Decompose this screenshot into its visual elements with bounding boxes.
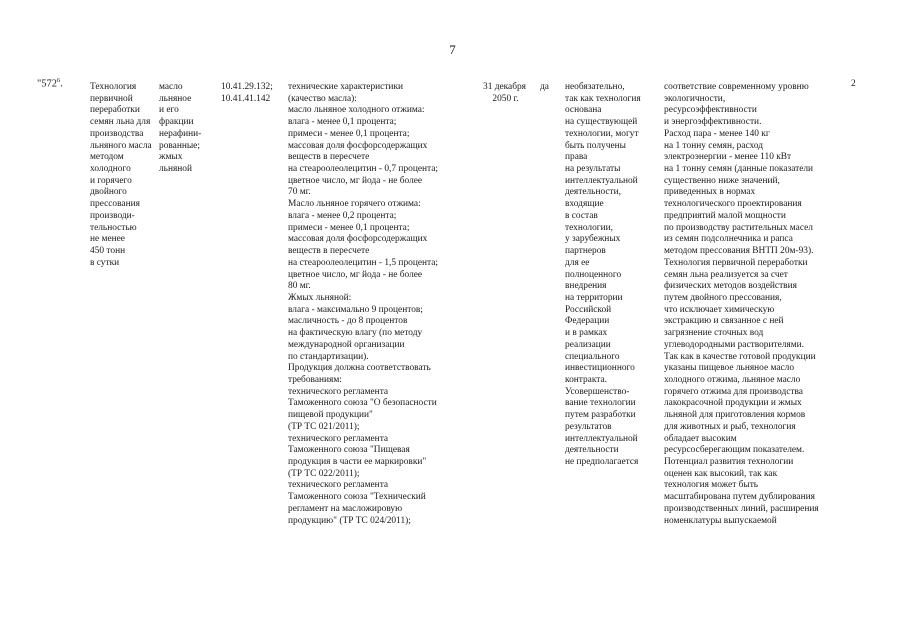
date-cell: 31 декабря 2050 г. xyxy=(483,82,526,104)
okpd-codes-cell: 10.41.29.132; 10.41.41.142 xyxy=(221,82,273,104)
characteristics-cell: технические характеристики (качество масла): масло льняное холодного отжима: влага - менее 0,1 процента; примеси - менее 0,1 процента; массовая доля фосфорсодержащих веществ в пересчете на стеароолеолецитин - 0,7 процента; цветное число, мг йода - не более 70 мг. Масло льняное горячего отжима: влага - менее 0,2 процента; примеси - менее 0,1 процента; массовая доля фосфорсодержащих веществ в пересчете на стеароолеолецитин - 1,5 процента; цветное число, мг йода - не более 80 мг. Жмых льняной: влага - максимально 9 процентов; масличность - до 8 процентов на фактическую влагу (по методу международной организации по стандартизации). Продукция должна соответствовать требованиям: технического регламента Таможенного союза "О безопасности пищевой продукции" (ТР ТС 021/2011); технического регламента Таможенного союза "Пищевая продукция в части ее маркировки" (ТР ТС 022/2011); технического регламента Таможенного союза "Технический регламент на масложировую продукцию" (ТР ТС 024/2011); xyxy=(288,82,438,526)
last-column-cell: 2 xyxy=(851,79,856,89)
row-number-superscript: 6 xyxy=(57,77,61,84)
ip-note-cell: необязательно, так как технология основана на существующей технологии, могут быть получены права на результаты интеллектуальной деятельности, входящие в состав технологии, у зарубежных партнеров для ее полноценного внедрения на территории Российской Федерации и в рамках реализации специального инвестиционного контракта. Усовершенство- вание технологии путем разработки результатов интеллектуальной деятельности не предполагается xyxy=(565,82,641,467)
page-number: 7 xyxy=(449,42,456,57)
assessment-cell: соответствие современному уровню экологичности, ресурсоэффективности и энергоэффективности. Расход пара - менее 140 кг на 1 тонну семян, расход электроэнергии - менее 110 кВт на 1 тонну семян (данные показатели существенно ниже значений, приведенных в нормах технологического проектирования предприятий малой мощности по производству растительных масел из семян подсолнечника и рапса методом прессования ВНТП 20м-93). Технология первичной переработки семян льна реализуется за счет физических методов воздействия путем двойного прессования, что исключает химическую экстракцию и связанное с ней загрязнение сточных вод углеводородными растворителями. Так как в качестве готовой продукции указаны пищевое льняное масло холодного отжима, льняное масло горячего отжима для производства лакокрасочной продукции и жмых льняной для приготовления кормов для животных и рыб, технология обладает высоким ресурсосберегающим показателем. Потенциал развития технологии оценен как высокий, так как технология может быть масштабирована путем дублирования производственных линий, расширения номенклатуры выпускаемой xyxy=(664,82,819,526)
product-cell: масло льняное и его фракции нерафини- рованные; жмых льняной xyxy=(159,82,202,175)
row-number: "$572^6$. xyxy=(37,77,63,90)
flag-cell: да xyxy=(540,82,549,92)
technology-name-cell: Технология первичной переработки семян льна для производства льняного масла методом холодного и горячего двойного прессования производи- тельностью не менее 450 тонн в сутки xyxy=(90,82,152,268)
row-number-value: "572 xyxy=(37,78,58,90)
